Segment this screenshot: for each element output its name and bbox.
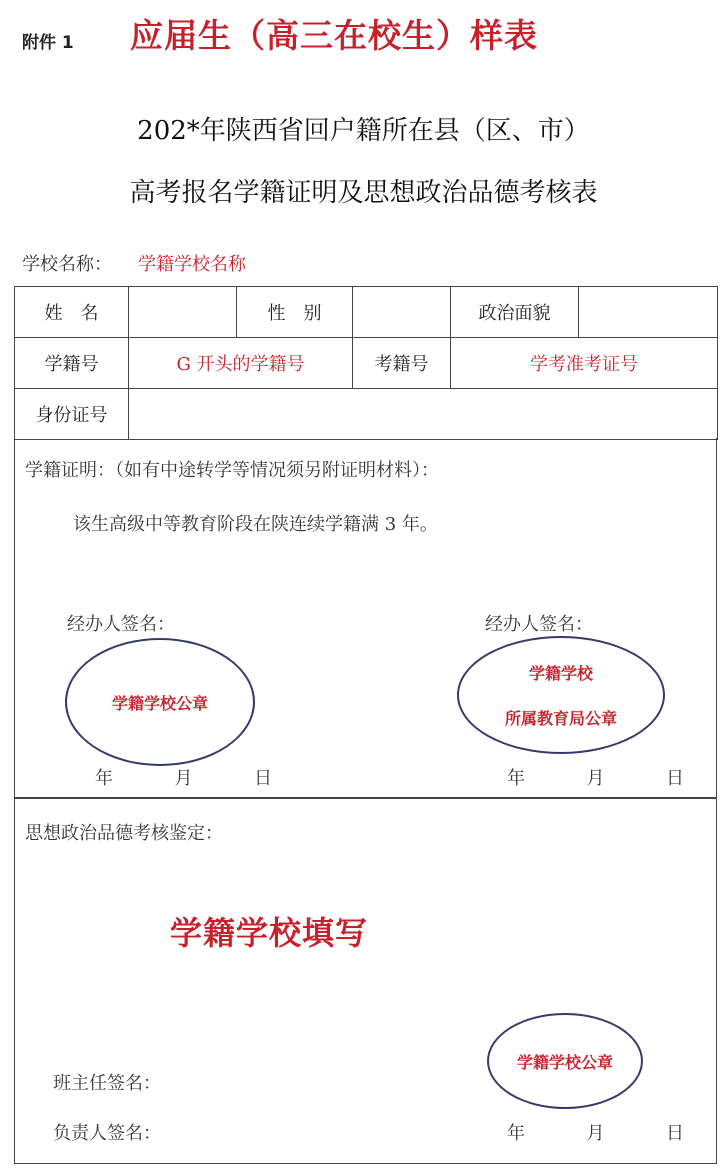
school-seal <box>65 638 255 766</box>
gender-label: 性 别 <box>237 287 353 338</box>
evaluation-school-seal <box>487 1013 643 1109</box>
id-card-field[interactable] <box>129 389 718 440</box>
political-status-field[interactable] <box>579 287 718 338</box>
document-title-line1: 202*年陕西省回户籍所在县（区、市） <box>137 116 590 146</box>
name-label: 姓 名 <box>15 287 129 338</box>
education-bureau-seal <box>457 636 665 754</box>
student-id-label: 学籍号 <box>15 338 129 389</box>
month-label: 月 <box>586 768 605 789</box>
political-status-label: 政治面貌 <box>451 287 579 338</box>
status-proof-section <box>14 438 717 798</box>
principal-signature-label: 负责人签名： <box>53 1123 161 1144</box>
year-label: 年 <box>507 768 525 789</box>
school-name-value: 学籍学校名称 <box>138 254 246 275</box>
status-proof-statement: 该生高级中等教育阶段在陕连续学籍满 3 年。 <box>73 514 438 535</box>
month-label: 月 <box>586 1123 605 1144</box>
student-id-field[interactable]: G 开头的学籍号 <box>129 338 353 389</box>
day-label: 日 <box>665 1123 684 1144</box>
left-signer-label: 经办人签名： <box>67 614 175 635</box>
exam-id-field[interactable]: 学考准考证号 <box>451 338 718 389</box>
bureau-seal-line2: 所属教育局公章 <box>504 709 617 728</box>
right-date <box>507 764 684 790</box>
document-title-line2: 高考报名学籍证明及思想政治品德考核表 <box>129 178 598 208</box>
table-row <box>15 338 718 389</box>
school-name-label: 学校名称： <box>22 254 112 275</box>
year-label: 年 <box>507 1123 525 1144</box>
student-info-table <box>14 286 718 440</box>
fill-instruction: 学籍学校填写 <box>170 914 369 952</box>
evaluation-date <box>507 1119 684 1145</box>
gender-field[interactable] <box>353 287 451 338</box>
day-label: 日 <box>253 768 272 789</box>
table-row <box>15 287 718 338</box>
status-proof-heading: 学籍证明：（如有中途转学等情况须另附证明材料）： <box>25 460 439 481</box>
attachment-label: 附件 1 <box>22 33 74 53</box>
evaluation-seal-text: 学籍学校公章 <box>516 1052 613 1072</box>
day-label: 日 <box>665 768 684 789</box>
right-signer-label: 经办人签名： <box>485 614 593 635</box>
school-seal-text: 学籍学校公章 <box>111 693 208 713</box>
id-card-label: 身份证号 <box>15 389 129 440</box>
month-label: 月 <box>174 768 193 789</box>
exam-id-label: 考籍号 <box>353 338 451 389</box>
left-date <box>95 764 272 790</box>
bureau-seal-line1: 学籍学校 <box>528 664 593 683</box>
political-evaluation-section <box>14 798 717 1164</box>
evaluation-heading: 思想政治品德考核鉴定： <box>25 823 223 844</box>
name-field[interactable] <box>129 287 237 338</box>
year-label: 年 <box>95 768 113 789</box>
sample-title: 应届生（高三在校生）样表 <box>130 16 538 55</box>
table-row <box>15 389 718 440</box>
head-teacher-signature-label: 班主任签名： <box>53 1073 161 1094</box>
